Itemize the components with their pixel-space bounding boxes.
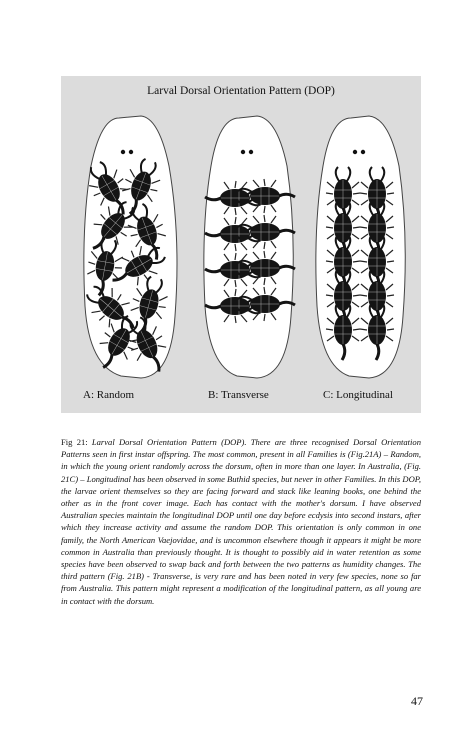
panel-label-longitudinal: C: Longitudinal: [323, 389, 393, 401]
caption-lead: Fig 21:: [61, 437, 92, 447]
figure-illustration: [61, 76, 421, 413]
panel-c-drawing: [316, 116, 405, 378]
panel-b-drawing: [204, 116, 295, 378]
panel-label-transverse: B: Transverse: [208, 389, 269, 401]
figure-caption: [61, 436, 421, 607]
panel-label-random: A: Random: [83, 389, 135, 401]
caption-text: Larval Dorsal Orientation Pattern (DOP). There are three recognised Dorsal Orientation Patterns seen in first instar offspring. The most common, present in all Families is (Fig.21A) – Random, in which the young orient randomly across the dorsum, often in more than one layer. In Australia, (Fig. 21C) – Longitudinal has been observed in some Buthid species, but never in other Families. In this DOP, the larvae orient themselves so they are facing forward and stack like leaning books, one behind the other as in the front cover image. Each has contact with the mother's dorsum. I have observed Australian species maintain the longitudinal DOP until one day before ecdysis into second instars, after which they increase activity and assume the random DOP. This orientation is only common in one family, the North American Vaejovidae, and is uncommon elsewhere though it appears it might be more common in Australia than previously thought. It is thought to possibly aid in water retention as some species have been observed to swap back and forth between the two patterns as humidity changes. The third pattern (Fig. 21B) - Transverse, is very rare and has been noted in very few species, none so far from Australia. This pattern might represent a modification of the longitudinal pattern, as all young are in contact with the dorsum.: [61, 437, 421, 606]
page-number: 47: [411, 694, 423, 708]
panel-a-drawing: [79, 116, 177, 378]
figure-dop: [61, 76, 421, 413]
figure-title: Larval Dorsal Orientation Pattern (DOP): [147, 85, 335, 97]
